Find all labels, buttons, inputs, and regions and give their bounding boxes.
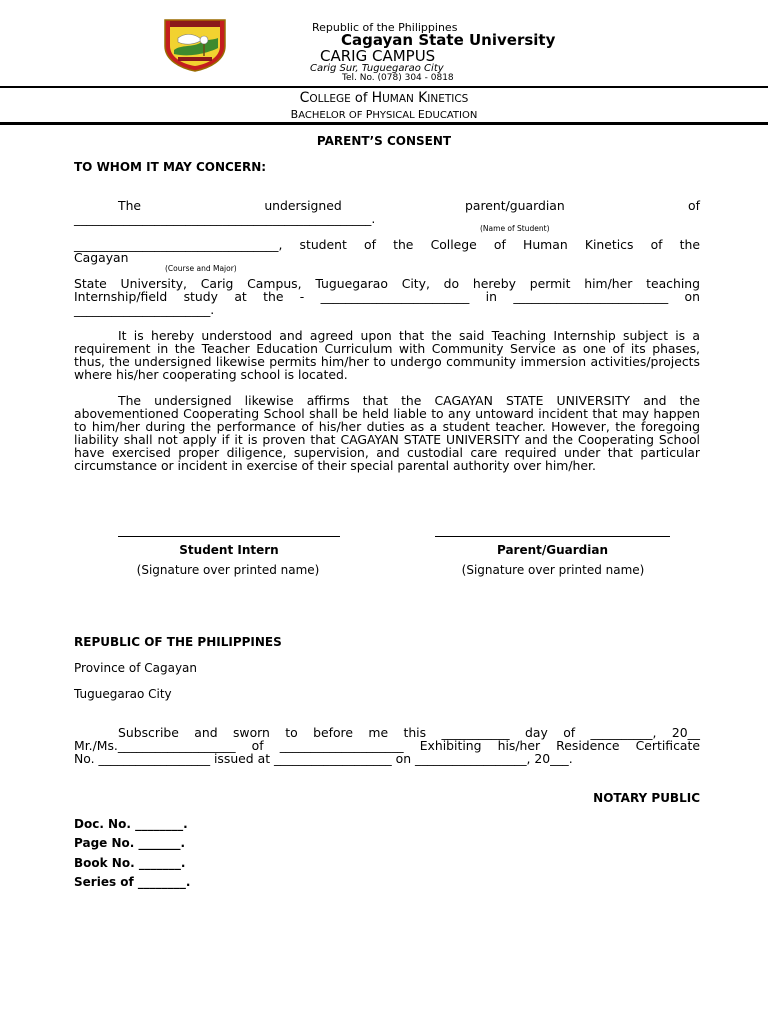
document-title: PARENT’S CONSENT	[316, 134, 452, 148]
program-name: BACHELOR OF PHYSICAL EDUCATION	[290, 108, 478, 121]
student-signature-caption: (Signature over printed name)	[136, 563, 320, 577]
sworn-line1: Subscribe and sworn to before me this ___________ day of __________, 20__	[118, 725, 700, 740]
notary-republic: REPUBLIC OF THE PHILIPPINES	[74, 635, 282, 649]
student-intern-label: Student Intern	[179, 543, 279, 557]
notary-city: Tuguegarao City	[74, 687, 172, 701]
salutation: TO WHOM IT MAY CONCERN:	[74, 160, 267, 174]
header-university-name: Cagayan State University	[341, 31, 556, 49]
header-rule-top	[0, 86, 768, 88]
para1-line5: State University, Carig Campus, Tuguegarao City, do hereby permit him/her teaching	[74, 276, 700, 291]
doc-number: Doc. No. ________.	[74, 817, 188, 831]
sworn-line3: No. __________________ issued at ___________________ on __________________, 20___.	[74, 751, 573, 766]
student-signature-line	[118, 536, 340, 537]
para1-line7: ______________________.	[74, 302, 215, 317]
parent-guardian-label: Parent/Guardian	[496, 543, 609, 557]
university-seal-logo	[162, 18, 228, 72]
parent-signature-line	[435, 536, 670, 537]
notary-public-label: NOTARY PUBLIC	[593, 791, 700, 805]
header-republic: Republic of the Philippines	[312, 21, 458, 34]
parent-signature-caption: (Signature over printed name)	[461, 563, 645, 577]
header-campus: CARIG CAMPUS	[320, 47, 436, 65]
course-and-major-note: (Course and Major)	[165, 264, 237, 273]
sworn-line2: Mr./Ms.___________________ of ____________________ Exhibiting his/her Residence Certificate	[74, 738, 700, 753]
page-number: Page No. _______.	[74, 836, 186, 850]
header-address: Carig Sur, Tuguegarao City	[310, 63, 444, 74]
para1-line6: Internship/field study at the - ________________________ in _________________________ on	[74, 289, 700, 304]
notary-province: Province of Cagayan	[74, 661, 198, 675]
para1-student-name-blank: ________________________________________________.	[74, 211, 376, 226]
para1-line1: The undersigned parent/guardian of	[118, 198, 700, 213]
para1-line3: _________________________________, student of the College of Human Kinetics of the	[74, 237, 700, 252]
para2-understanding: It is hereby understood and agreed upon that the said Teaching Internship subject is a requirement in the Teacher Education Curriculum with Community Service as one of its phases, thus, the undersigned likewise permits him/her to undergo community immersion activities/projects where his/her cooperating school is located.	[74, 328, 700, 382]
college-name: COLLEGE of HUMAN KINETICS	[299, 90, 469, 106]
para1-line4: Cagayan	[74, 250, 129, 265]
series-of: Series of ________.	[74, 875, 191, 889]
book-number: Book No. _______.	[74, 856, 186, 870]
name-of-student-note: (Name of Student)	[480, 224, 550, 233]
header-telephone: Tel. No. (078) 304 - 0818	[342, 73, 454, 83]
para3-liability: The undersigned likewise affirms that the CAGAYAN STATE UNIVERSITY and the abovementioned Cooperating School shall be held liable to any untoward incident that may happen to him/her during the performance of his/her duties as a student teacher. However, the foregoing liability shall not apply if it is proven that CAGAYAN STATE UNIVERSITY and the Cooperating School have exercised proper diligence, supervision, and custodial care required under that particular circumstance or incident in exercise of their special parental authority over him/her.	[74, 393, 700, 473]
header-rule-bottom	[0, 122, 768, 125]
